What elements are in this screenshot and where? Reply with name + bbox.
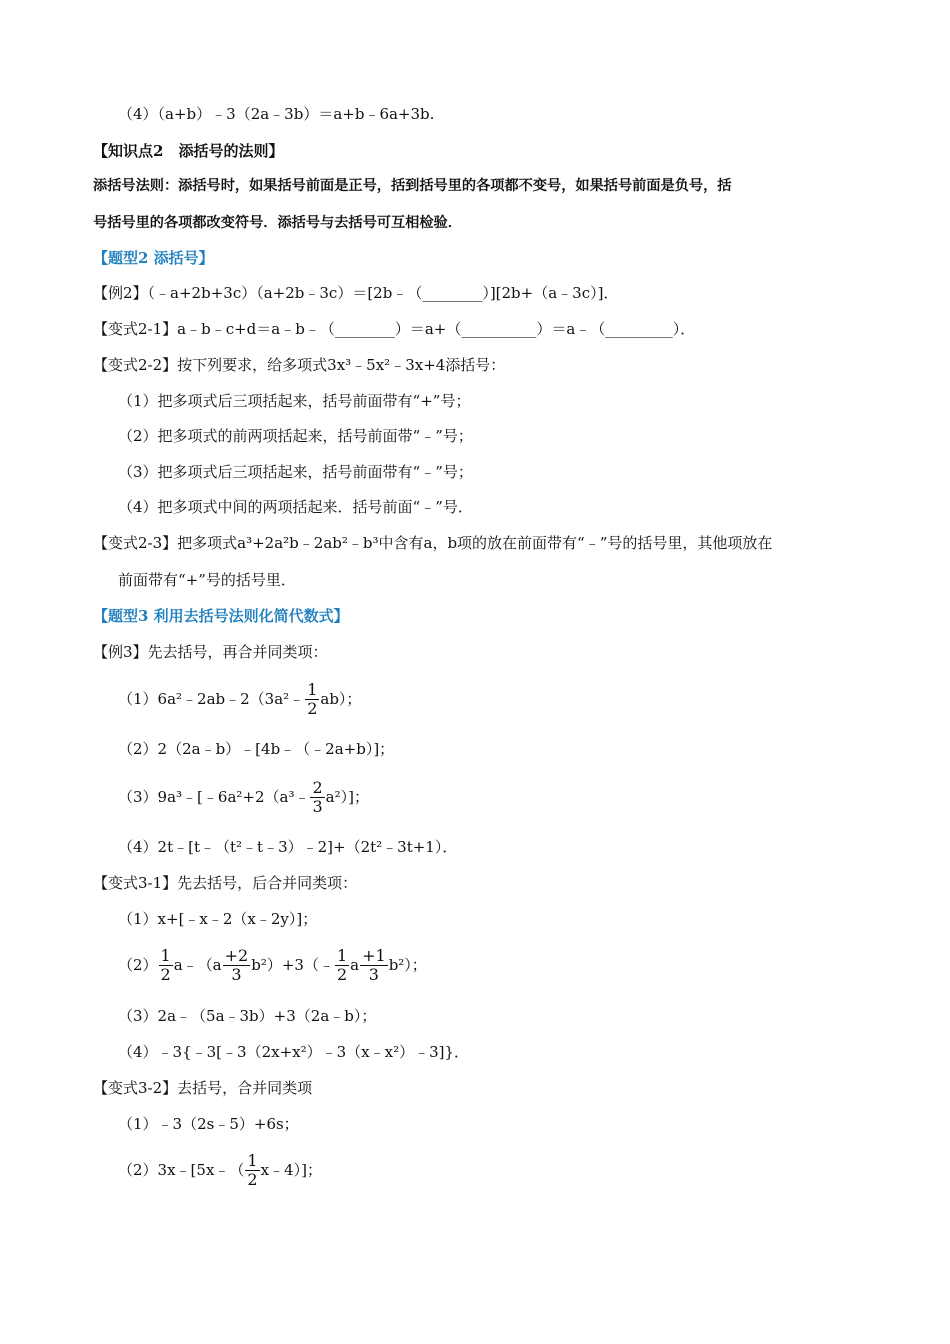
fraction — [223, 947, 251, 984]
example-3-item-3 — [118, 776, 369, 818]
variant-2-2-item-1: （1）把多项式后三项括起来，括号前面带有“+”号； — [118, 392, 471, 410]
variant-3-1: 【变式3-1】先去括号，后合并同类项： — [93, 874, 358, 892]
type-3-heading: 【题型3 利用去括号法则化简代数式】 — [93, 607, 349, 625]
rule-text-line-2: 号括号里的各项都改变符号．添括号与去括号可互相检验． — [93, 215, 462, 231]
type-2-heading: 【题型2 添括号】 — [93, 249, 214, 267]
variant-3-1-item-4: （4）﹣3{﹣3[﹣3（2x+x²）﹣3（x﹣x²）﹣3]}． — [118, 1043, 470, 1061]
expression-text: b²）； — [388, 956, 427, 974]
example-item-4: （4）（a+b）﹣3（2a﹣3b）＝a+b﹣6a+3b. — [118, 105, 435, 123]
numerator: 1 — [307, 679, 318, 699]
fraction — [245, 1152, 259, 1189]
example-3: 【例3】先去括号，再合并同类项： — [93, 643, 328, 661]
fraction — [159, 947, 173, 984]
example-3-item-2: （2）2（2a﹣b）﹣[4b﹣（﹣2a+b）]； — [118, 740, 395, 758]
variant-2-2-item-2: （2）把多项式的前两项括起来，括号前面带“﹣”号； — [118, 427, 473, 445]
variant-2-3-line-2: 前面带有“+”号的括号里． — [118, 571, 296, 589]
variant-2-2-item-3: （3）把多项式后三项括起来，括号前面带有“﹣”号； — [118, 463, 473, 481]
variant-3-1-item-2 — [118, 944, 427, 986]
fraction — [310, 779, 324, 816]
variant-2-1: 【变式2-1】a﹣b﹣c+d＝a﹣b﹣（________）＝a+（__________）＝a﹣（_________）． — [93, 320, 696, 338]
fraction — [335, 947, 349, 984]
expression-text: （2） — [118, 956, 158, 974]
denominator: 3 — [231, 964, 242, 984]
expression-text: a﹣（a — [173, 956, 222, 974]
expression-text: （1）6a²﹣2ab﹣2（3a²﹣ — [118, 690, 305, 708]
fraction — [305, 681, 319, 718]
numerator: 1 — [336, 945, 348, 965]
numerator: 1 — [160, 945, 171, 965]
denominator: 3 — [312, 796, 323, 816]
denominator: 2 — [247, 1169, 258, 1189]
rule-text-line-1: 添括号法则：添括号时，如果括号前面是正号，括到括号里的各项都不变号，如果括号前面是负号，括 — [93, 178, 732, 194]
example-3-item-1 — [118, 678, 361, 720]
variant-3-2-item-2 — [118, 1149, 322, 1191]
expression-text: x﹣4）]； — [260, 1161, 322, 1179]
variant-3-2: 【变式3-2】去括号，合并同类项 — [93, 1079, 313, 1097]
denominator: 2 — [307, 698, 318, 718]
expression-text: ab）； — [320, 690, 362, 708]
expression-text: （3）9a³﹣[﹣6a²+2（a³﹣ — [118, 788, 310, 806]
expression-text: （2）3x﹣[5x﹣（ — [118, 1161, 245, 1179]
variant-3-2-item-1: （1）﹣3（2s﹣5）+6s； — [118, 1115, 299, 1133]
variant-2-2: 【变式2-2】按下列要求，给多项式3x³﹣5x²﹣3x+4添括号： — [93, 356, 506, 374]
variant-2-3-line-1: 【变式2-3】把多项式a³+2a²b﹣2ab²﹣b³中含有a，b项的放在前面带有“﹣”号的括号里，其他项放在 — [93, 534, 773, 552]
expression-text: a — [350, 956, 360, 974]
denominator: 2 — [336, 964, 348, 984]
numerator: +2 — [224, 945, 249, 965]
expression-text: b²）+3（﹣ — [251, 956, 334, 974]
variant-3-1-item-1: （1）x+[﹣x﹣2（x﹣2y）]； — [118, 910, 318, 928]
fraction — [360, 947, 388, 984]
numerator: 1 — [247, 1150, 258, 1170]
numerator: 2 — [312, 777, 323, 797]
example-3-item-4: （4）2t﹣[t﹣（t²﹣t﹣3）﹣2]+（2t²﹣3t+1）． — [118, 838, 458, 856]
expression-text: a²）]； — [325, 788, 369, 806]
denominator: 2 — [160, 964, 171, 984]
example-2: 【例2】（﹣a+2b+3c）（a+2b﹣3c）＝[2b﹣（________）][2b+（a﹣3c）]． — [93, 284, 619, 302]
variant-3-1-item-3: （3）2a﹣（5a﹣3b）+3（2a﹣b）； — [118, 1007, 377, 1025]
knowledge-point-2-heading: 【知识点2 添括号的法则】 — [93, 142, 284, 160]
denominator: 3 — [368, 964, 379, 984]
variant-2-2-item-4: （4）把多项式中间的两项括起来．括号前面“﹣”号． — [118, 498, 473, 516]
numerator: +1 — [362, 945, 386, 965]
